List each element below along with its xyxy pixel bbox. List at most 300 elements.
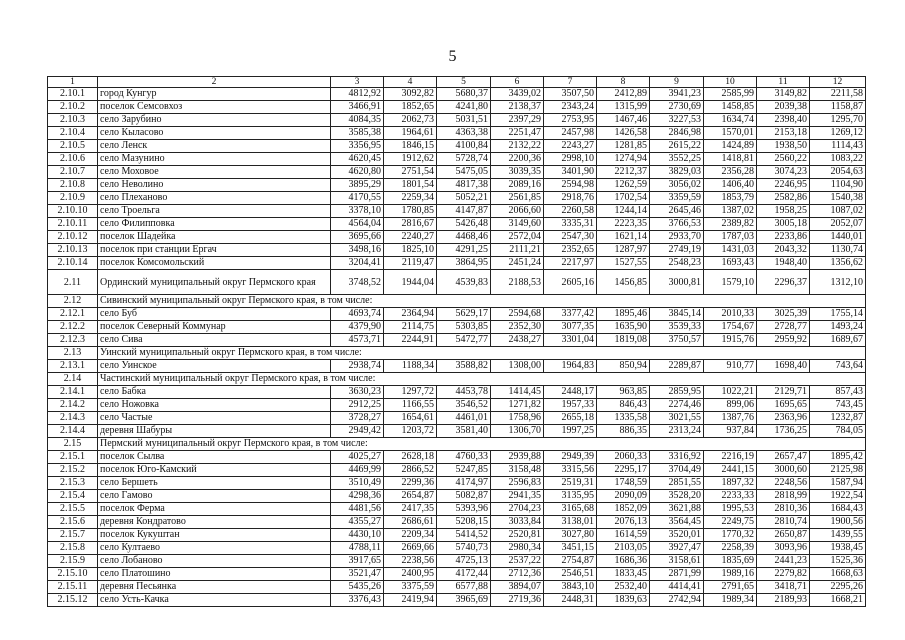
settlement-name: село Сива xyxy=(98,334,331,347)
value-cell: 1634,74 xyxy=(704,114,757,127)
value-cell: 4355,27 xyxy=(331,516,384,529)
value-cell: 3941,23 xyxy=(650,88,704,101)
table-row xyxy=(48,179,866,192)
value-cell: 2397,29 xyxy=(491,114,544,127)
value-cell: 2240,27 xyxy=(384,231,437,244)
value-cell: 1755,14 xyxy=(810,308,866,321)
value-cell: 2749,19 xyxy=(650,244,704,257)
value-cell: 3315,56 xyxy=(544,464,597,477)
value-cell: 2753,95 xyxy=(544,114,597,127)
value-cell: 1104,90 xyxy=(810,179,866,192)
table-row xyxy=(48,101,866,114)
value-cell: 4461,01 xyxy=(437,412,491,425)
value-cell: 1895,42 xyxy=(810,451,866,464)
value-cell: 2138,37 xyxy=(491,101,544,114)
value-cell: 2451,24 xyxy=(491,257,544,270)
value-cell: 3135,95 xyxy=(544,490,597,503)
value-cell: 1964,61 xyxy=(384,127,437,140)
value-cell: 3149,82 xyxy=(757,88,810,101)
value-cell: 3894,07 xyxy=(491,581,544,594)
value-cell: 6577,88 xyxy=(437,581,491,594)
value-cell: 2114,75 xyxy=(384,321,437,334)
value-cell: 3895,29 xyxy=(331,179,384,192)
value-cell: 2289,87 xyxy=(650,360,704,373)
table-row xyxy=(48,205,866,218)
column-number: 3 xyxy=(331,77,384,88)
value-cell: 5426,48 xyxy=(437,218,491,231)
value-cell: 2859,95 xyxy=(650,386,704,399)
table-row xyxy=(48,192,866,205)
value-cell: 4298,36 xyxy=(331,490,384,503)
value-cell: 1424,89 xyxy=(704,140,757,153)
value-cell: 3498,16 xyxy=(331,244,384,257)
value-cell: 4573,71 xyxy=(331,334,384,347)
value-cell: 2941,35 xyxy=(491,490,544,503)
value-cell: 4693,74 xyxy=(331,308,384,321)
value-cell: 4241,80 xyxy=(437,101,491,114)
value-cell: 2111,21 xyxy=(491,244,544,257)
row-code: 2.15.7 xyxy=(48,529,98,542)
value-cell: 4760,33 xyxy=(437,451,491,464)
value-cell: 5208,15 xyxy=(437,516,491,529)
value-cell: 2655,18 xyxy=(544,412,597,425)
value-cell: 1614,59 xyxy=(597,529,650,542)
value-cell: 2791,65 xyxy=(704,581,757,594)
value-cell: 2959,92 xyxy=(757,334,810,347)
table-row xyxy=(48,334,866,347)
value-cell: 2596,83 xyxy=(491,477,544,490)
value-cell: 5052,21 xyxy=(437,192,491,205)
table-row xyxy=(48,244,866,257)
value-cell: 3158,61 xyxy=(650,555,704,568)
value-cell: 963,85 xyxy=(597,386,650,399)
value-cell: 3917,65 xyxy=(331,555,384,568)
value-cell: 4481,56 xyxy=(331,503,384,516)
value-cell: 2594,68 xyxy=(491,308,544,321)
value-cell: 5031,51 xyxy=(437,114,491,127)
value-cell: 1686,36 xyxy=(597,555,650,568)
row-code: 2.10.3 xyxy=(48,114,98,127)
value-cell: 5414,52 xyxy=(437,529,491,542)
row-code: 2.13 xyxy=(48,347,98,360)
row-code: 2.15.10 xyxy=(48,568,98,581)
value-cell: 2441,23 xyxy=(757,555,810,568)
value-cell: 2364,94 xyxy=(384,308,437,321)
value-cell: 1689,67 xyxy=(810,334,866,347)
value-cell: 5728,74 xyxy=(437,153,491,166)
value-cell: 5629,17 xyxy=(437,308,491,321)
value-cell: 3377,42 xyxy=(544,308,597,321)
value-cell: 5475,05 xyxy=(437,166,491,179)
value-cell: 2274,46 xyxy=(650,399,704,412)
settlement-name: поселок Юго-Камский xyxy=(98,464,331,477)
value-cell: 899,06 xyxy=(704,399,757,412)
row-code: 2.15.3 xyxy=(48,477,98,490)
value-cell: 1780,85 xyxy=(384,205,437,218)
row-code: 2.14 xyxy=(48,373,98,386)
value-cell: 2546,51 xyxy=(544,568,597,581)
value-cell: 1527,55 xyxy=(597,257,650,270)
row-code: 2.15.9 xyxy=(48,555,98,568)
value-cell: 2039,38 xyxy=(757,101,810,114)
value-cell: 1456,85 xyxy=(597,270,650,295)
tariff-table xyxy=(47,76,866,607)
value-cell: 1158,87 xyxy=(810,101,866,114)
value-cell: 1579,10 xyxy=(704,270,757,295)
settlement-name: поселок Семсовхоз xyxy=(98,101,331,114)
value-cell: 2654,87 xyxy=(384,490,437,503)
table-row xyxy=(48,542,866,555)
value-cell: 2076,13 xyxy=(597,516,650,529)
row-code: 2.10.5 xyxy=(48,140,98,153)
value-cell: 3375,59 xyxy=(384,581,437,594)
settlement-name: поселок Комсомольский xyxy=(98,257,331,270)
value-cell: 1895,46 xyxy=(597,308,650,321)
value-cell: 3039,35 xyxy=(491,166,544,179)
value-cell: 2200,36 xyxy=(491,153,544,166)
column-number: 10 xyxy=(704,77,757,88)
value-cell: 1306,70 xyxy=(491,425,544,438)
table-row xyxy=(48,295,866,308)
column-number: 11 xyxy=(757,77,810,88)
value-cell: 2818,99 xyxy=(757,490,810,503)
value-cell: 1274,94 xyxy=(597,153,650,166)
settlement-name: деревня Кондратово xyxy=(98,516,331,529)
value-cell: 1426,58 xyxy=(597,127,650,140)
value-cell: 2313,24 xyxy=(650,425,704,438)
row-code: 2.10.8 xyxy=(48,179,98,192)
page-number: 5 xyxy=(448,48,457,65)
settlement-name: село Бабка xyxy=(98,386,331,399)
value-cell: 2343,24 xyxy=(544,101,597,114)
value-cell: 1853,79 xyxy=(704,192,757,205)
value-cell: 2251,47 xyxy=(491,127,544,140)
value-cell: 1570,01 xyxy=(704,127,757,140)
column-number: 12 xyxy=(810,77,866,88)
value-cell: 1668,63 xyxy=(810,568,866,581)
value-cell: 1915,76 xyxy=(704,334,757,347)
settlement-name: деревня Песьянка xyxy=(98,581,331,594)
value-cell: 3581,40 xyxy=(437,425,491,438)
settlement-name: поселок при станции Ергач xyxy=(98,244,331,257)
value-cell: 2211,58 xyxy=(810,88,866,101)
value-cell: 2704,23 xyxy=(491,503,544,516)
value-cell: 1540,38 xyxy=(810,192,866,205)
value-cell: 2233,33 xyxy=(704,490,757,503)
value-cell: 3621,88 xyxy=(650,503,704,516)
value-cell: 2043,32 xyxy=(757,244,810,257)
value-cell: 3165,68 xyxy=(544,503,597,516)
value-cell: 2866,52 xyxy=(384,464,437,477)
row-code: 2.10.10 xyxy=(48,205,98,218)
value-cell: 1387,76 xyxy=(704,412,757,425)
value-cell: 3552,25 xyxy=(650,153,704,166)
value-cell: 2810,74 xyxy=(757,516,810,529)
value-cell: 2052,07 xyxy=(810,218,866,231)
table-row xyxy=(48,114,866,127)
value-cell: 3335,31 xyxy=(544,218,597,231)
value-cell: 2949,39 xyxy=(544,451,597,464)
value-cell: 2223,35 xyxy=(597,218,650,231)
value-cell: 2389,82 xyxy=(704,218,757,231)
value-cell: 3056,02 xyxy=(650,179,704,192)
settlement-name: город Кунгур xyxy=(98,88,331,101)
value-cell: 1801,54 xyxy=(384,179,437,192)
value-cell: 5740,73 xyxy=(437,542,491,555)
table-body xyxy=(48,77,866,607)
table-row xyxy=(48,140,866,153)
row-code: 2.11 xyxy=(48,270,98,295)
value-cell: 850,94 xyxy=(597,360,650,373)
value-cell: 3539,33 xyxy=(650,321,704,334)
value-cell: 3227,53 xyxy=(650,114,704,127)
value-cell: 1948,40 xyxy=(757,257,810,270)
value-cell: 1281,85 xyxy=(597,140,650,153)
value-cell: 2939,88 xyxy=(491,451,544,464)
value-cell: 3630,23 xyxy=(331,386,384,399)
value-cell: 2754,87 xyxy=(544,555,597,568)
value-cell: 4620,45 xyxy=(331,153,384,166)
value-cell: 2238,56 xyxy=(384,555,437,568)
value-cell: 1833,45 xyxy=(597,568,650,581)
settlement-name: поселок Шадейка xyxy=(98,231,331,244)
settlement-name: село Усть-Качка xyxy=(98,594,331,607)
table-row xyxy=(48,438,866,451)
row-code: 2.15.8 xyxy=(48,542,98,555)
value-cell: 1312,10 xyxy=(810,270,866,295)
value-cell: 886,35 xyxy=(597,425,650,438)
row-code: 2.13.1 xyxy=(48,360,98,373)
value-cell: 4172,44 xyxy=(437,568,491,581)
value-cell: 846,43 xyxy=(597,399,650,412)
table-row xyxy=(48,581,866,594)
column-number: 1 xyxy=(48,77,98,88)
row-code: 2.15 xyxy=(48,438,98,451)
value-cell: 1335,58 xyxy=(597,412,650,425)
row-code: 2.14.4 xyxy=(48,425,98,438)
value-cell: 4084,35 xyxy=(331,114,384,127)
value-cell: 2438,27 xyxy=(491,334,544,347)
value-cell: 4430,10 xyxy=(331,529,384,542)
value-cell: 2628,18 xyxy=(384,451,437,464)
value-cell: 3077,35 xyxy=(544,321,597,334)
value-cell: 1839,63 xyxy=(597,594,650,607)
value-cell: 3401,90 xyxy=(544,166,597,179)
value-cell: 1232,87 xyxy=(810,412,866,425)
value-cell: 3507,50 xyxy=(544,88,597,101)
value-cell: 4539,83 xyxy=(437,270,491,295)
value-cell: 1748,59 xyxy=(597,477,650,490)
value-cell: 3965,69 xyxy=(437,594,491,607)
row-code: 2.15.5 xyxy=(48,503,98,516)
value-cell: 2412,89 xyxy=(597,88,650,101)
value-cell: 2209,34 xyxy=(384,529,437,542)
section-heading: Уинский муниципальный округ Пермского края, в том числе: xyxy=(98,347,866,360)
value-cell: 3588,82 xyxy=(437,360,491,373)
value-cell: 3378,10 xyxy=(331,205,384,218)
value-cell: 1458,85 xyxy=(704,101,757,114)
value-cell: 3138,01 xyxy=(544,516,597,529)
row-code: 2.15.6 xyxy=(48,516,98,529)
value-cell: 2299,36 xyxy=(384,477,437,490)
settlement-name: поселок Сылва xyxy=(98,451,331,464)
row-code: 2.10.2 xyxy=(48,101,98,114)
value-cell: 2669,66 xyxy=(384,542,437,555)
section-heading: Сивинский муниципальный округ Пермского края, в том числе: xyxy=(98,295,866,308)
table-row xyxy=(48,529,866,542)
settlement-name: село Плеханово xyxy=(98,192,331,205)
value-cell: 3092,82 xyxy=(384,88,437,101)
value-cell: 2259,34 xyxy=(384,192,437,205)
value-cell: 2912,25 xyxy=(331,399,384,412)
value-cell: 2572,04 xyxy=(491,231,544,244)
value-cell: 2846,98 xyxy=(650,127,704,140)
value-cell: 2103,05 xyxy=(597,542,650,555)
value-cell: 2066,60 xyxy=(491,205,544,218)
row-code: 2.12.3 xyxy=(48,334,98,347)
value-cell: 2352,30 xyxy=(491,321,544,334)
row-code: 2.14.1 xyxy=(48,386,98,399)
settlement-name: село Ленск xyxy=(98,140,331,153)
value-cell: 3927,47 xyxy=(650,542,704,555)
settlement-name: село Неволино xyxy=(98,179,331,192)
value-cell: 1418,81 xyxy=(704,153,757,166)
value-cell: 1770,32 xyxy=(704,529,757,542)
settlement-name: село Бершеть xyxy=(98,477,331,490)
value-cell: 2248,56 xyxy=(757,477,810,490)
value-cell: 2585,99 xyxy=(704,88,757,101)
value-cell: 4291,25 xyxy=(437,244,491,257)
column-number: 5 xyxy=(437,77,491,88)
value-cell: 3021,55 xyxy=(650,412,704,425)
table-row xyxy=(48,568,866,581)
value-cell: 1684,43 xyxy=(810,503,866,516)
value-cell: 4725,13 xyxy=(437,555,491,568)
value-cell: 910,77 xyxy=(704,360,757,373)
value-cell: 3000,60 xyxy=(757,464,810,477)
row-code: 2.12 xyxy=(48,295,98,308)
value-cell: 4817,38 xyxy=(437,179,491,192)
value-cell: 2258,39 xyxy=(704,542,757,555)
value-cell: 2119,47 xyxy=(384,257,437,270)
value-cell: 3439,02 xyxy=(491,88,544,101)
value-cell: 2650,87 xyxy=(757,529,810,542)
value-cell: 2532,40 xyxy=(597,581,650,594)
value-cell: 2129,71 xyxy=(757,386,810,399)
value-cell: 1166,55 xyxy=(384,399,437,412)
table-row xyxy=(48,270,866,295)
column-number: 6 xyxy=(491,77,544,88)
value-cell: 2933,70 xyxy=(650,231,704,244)
value-cell: 1083,22 xyxy=(810,153,866,166)
column-number: 7 xyxy=(544,77,597,88)
settlement-name: село Филипповка xyxy=(98,218,331,231)
column-number: 8 xyxy=(597,77,650,88)
settlement-name: село Моховое xyxy=(98,166,331,179)
value-cell: 2398,40 xyxy=(757,114,810,127)
value-cell: 4469,99 xyxy=(331,464,384,477)
value-cell: 2260,58 xyxy=(544,205,597,218)
value-cell: 3695,66 xyxy=(331,231,384,244)
settlement-name: село Гамово xyxy=(98,490,331,503)
table-row xyxy=(48,373,866,386)
value-cell: 2730,69 xyxy=(650,101,704,114)
value-cell: 2010,33 xyxy=(704,308,757,321)
value-cell: 1356,62 xyxy=(810,257,866,270)
value-cell: 5082,87 xyxy=(437,490,491,503)
value-cell: 2233,86 xyxy=(757,231,810,244)
table-row xyxy=(48,88,866,101)
settlement-name: село Култаево xyxy=(98,542,331,555)
value-cell: 2060,33 xyxy=(597,451,650,464)
value-cell: 4453,78 xyxy=(437,386,491,399)
value-cell: 1467,46 xyxy=(597,114,650,127)
value-cell: 4100,84 xyxy=(437,140,491,153)
value-cell: 1114,43 xyxy=(810,140,866,153)
settlement-name: Ординский муниципальный округ Пермского края xyxy=(98,270,331,295)
value-cell: 2520,81 xyxy=(491,529,544,542)
value-cell: 2441,15 xyxy=(704,464,757,477)
table-row xyxy=(48,153,866,166)
value-cell: 2132,22 xyxy=(491,140,544,153)
value-cell: 3356,95 xyxy=(331,140,384,153)
settlement-name: поселок Кукуштан xyxy=(98,529,331,542)
value-cell: 2062,73 xyxy=(384,114,437,127)
value-cell: 1852,65 xyxy=(384,101,437,114)
row-code: 2.15.2 xyxy=(48,464,98,477)
settlement-name: село Платошино xyxy=(98,568,331,581)
row-code: 2.10.11 xyxy=(48,218,98,231)
value-cell: 2918,76 xyxy=(544,192,597,205)
value-cell: 3750,57 xyxy=(650,334,704,347)
row-code: 2.12.2 xyxy=(48,321,98,334)
value-cell: 2519,31 xyxy=(544,477,597,490)
section-heading: Пермский муниципальный округ Пермского края, в том числе: xyxy=(98,438,866,451)
value-cell: 3864,95 xyxy=(437,257,491,270)
value-cell: 1897,32 xyxy=(704,477,757,490)
table-row xyxy=(48,451,866,464)
value-cell: 2153,18 xyxy=(757,127,810,140)
value-cell: 1964,83 xyxy=(544,360,597,373)
value-cell: 1262,59 xyxy=(597,179,650,192)
value-cell: 2212,37 xyxy=(597,166,650,179)
value-cell: 1736,25 xyxy=(757,425,810,438)
value-cell: 1922,54 xyxy=(810,490,866,503)
row-code: 2.15.1 xyxy=(48,451,98,464)
value-cell: 5393,96 xyxy=(437,503,491,516)
row-code: 2.10.9 xyxy=(48,192,98,205)
value-cell: 5435,26 xyxy=(331,581,384,594)
value-cell: 857,43 xyxy=(810,386,866,399)
value-cell: 2645,46 xyxy=(650,205,704,218)
column-number: 4 xyxy=(384,77,437,88)
table-row xyxy=(48,399,866,412)
value-cell: 4147,87 xyxy=(437,205,491,218)
value-cell: 1315,99 xyxy=(597,101,650,114)
value-cell: 2419,94 xyxy=(384,594,437,607)
value-cell: 1414,45 xyxy=(491,386,544,399)
row-code: 2.10.13 xyxy=(48,244,98,257)
value-cell: 1431,03 xyxy=(704,244,757,257)
value-cell: 1271,82 xyxy=(491,399,544,412)
value-cell: 5247,85 xyxy=(437,464,491,477)
settlement-name: село Кыласово xyxy=(98,127,331,140)
value-cell: 2537,22 xyxy=(491,555,544,568)
value-cell: 1295,70 xyxy=(810,114,866,127)
value-cell: 3033,84 xyxy=(491,516,544,529)
table-row xyxy=(48,477,866,490)
table-row xyxy=(48,555,866,568)
